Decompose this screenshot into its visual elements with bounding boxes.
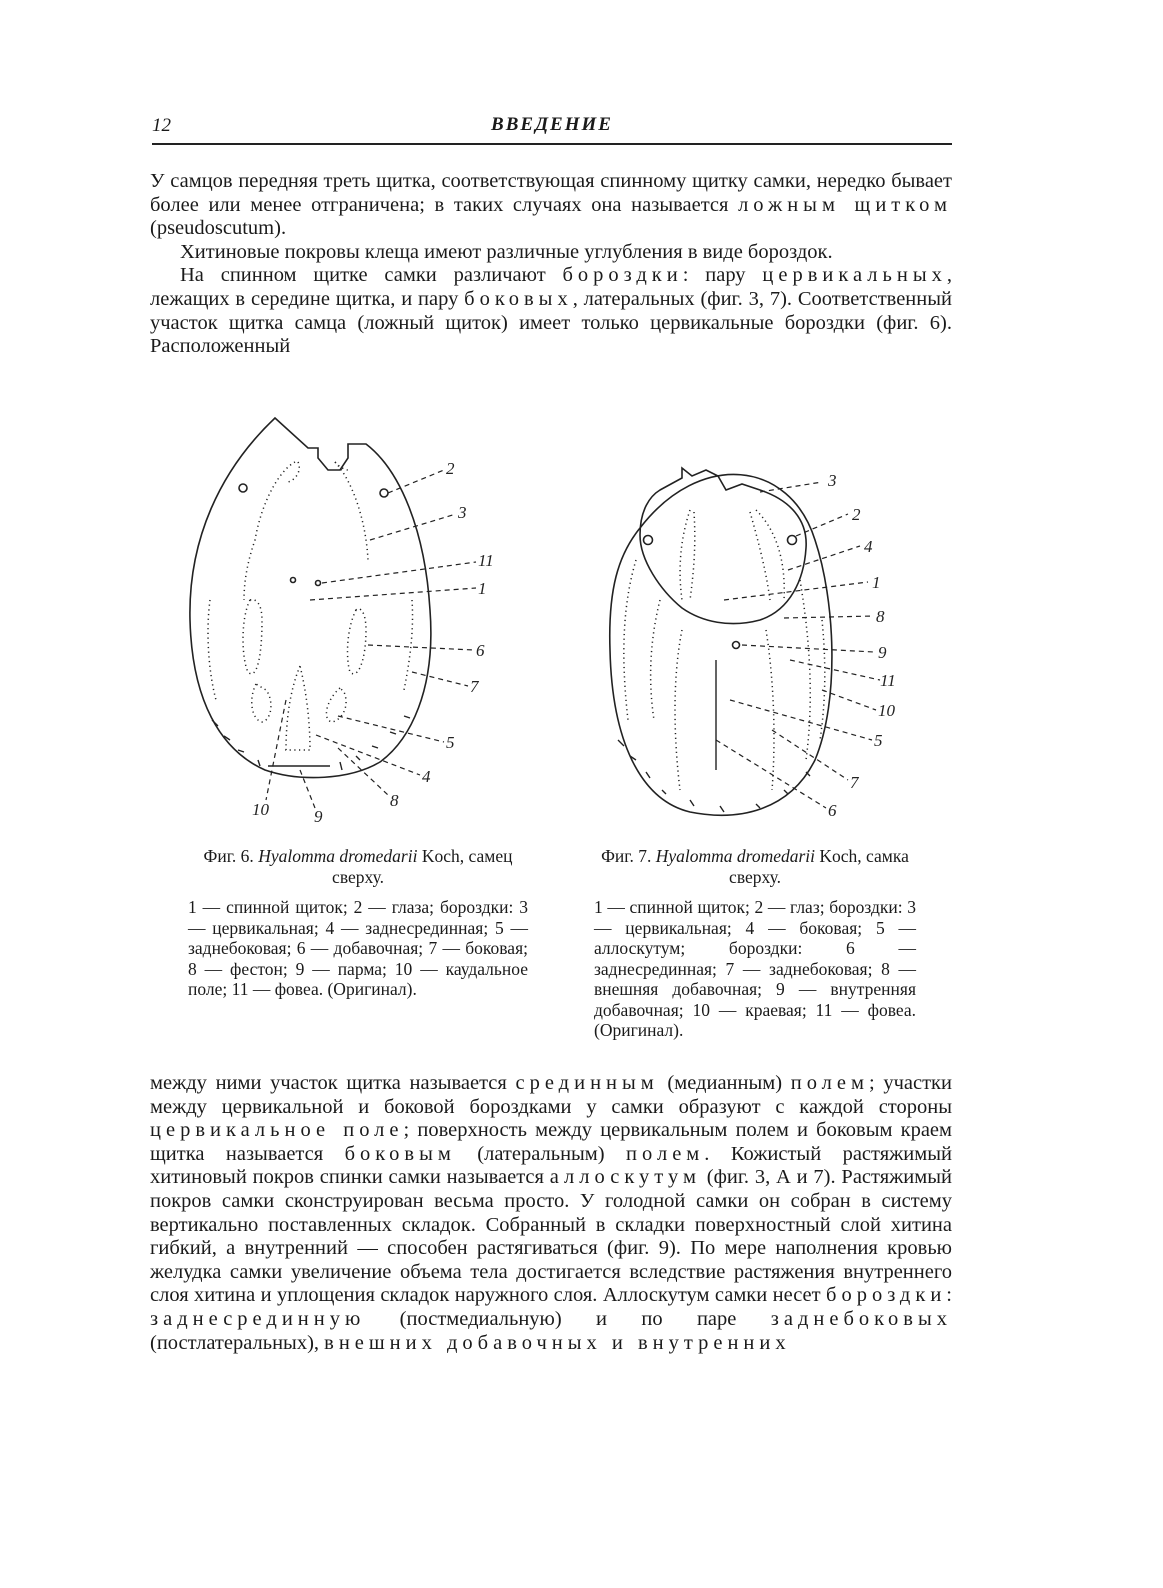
fig7-eye-left (644, 536, 653, 545)
fig6-body-outline (190, 418, 431, 778)
paragraph-1: У самцов передняя треть щитка, соответствующая спинному щитку самки, нередко бывает более или менее отграничена; в таких случаях она называется ложным щитком (pseudoscutum). (150, 170, 952, 240)
fig7-grooves (624, 510, 825, 790)
fig6-legend: 1 — спинной щиток; 2 — глаза; бороздки: 3 — цервикальная; 4 — заднесрединная; 5 — заднебоковая; 6 — добавочная; 7 — боковая; 8 — фестон; 9 — парма; 10 — каудальное поле; 11 — фовеа. (Оригинал). (188, 897, 528, 999)
fig7-body-outline (610, 474, 832, 815)
fig6-label: 1 (478, 579, 487, 598)
paragraph-2: Хитиновые покровы клеща имеют различные углубления в виде бороздок. (180, 240, 833, 263)
fig7-label: 9 (878, 643, 887, 662)
fig7-eye-right (788, 536, 797, 545)
fig6-eye-right (380, 489, 388, 497)
fig6-label: 7 (470, 677, 479, 696)
fig7-scutum-outline (640, 468, 806, 624)
fig6-grooves (208, 462, 413, 750)
fig7-label: 2 (852, 505, 861, 524)
fig7-label: 1 (872, 573, 881, 592)
fig7-label: 4 (864, 537, 873, 556)
figure-7-caption (594, 846, 916, 1041)
fig7-label: 3 (828, 471, 837, 490)
figure-7-drawing (610, 468, 896, 820)
term-false-scutum: ложным щитком (738, 193, 952, 216)
fig7-label: 11 (880, 671, 896, 690)
fig6-label: 8 (390, 791, 399, 810)
fig6-eye-left (239, 484, 247, 492)
fig6-fovea-right (316, 581, 321, 586)
fig6-labels (252, 459, 494, 826)
figure-6-drawing (190, 418, 494, 826)
fig6-label: 3 (458, 503, 467, 522)
bottom-text-block (150, 1072, 952, 1355)
fig7-legend: 1 — спинной щиток; 2 — глаз; бороздки: 3 — цервикальная; 4 — боковая; 5 — аллоскутум; бороздки: 6 — заднесрединная; 7 — заднебоковая; 8 — внешняя добавочная; 9 — внутренняя добавочная; 10 — краевая; 11 — фовеа. (Оригинал). (594, 897, 916, 1040)
fig7-fovea (733, 642, 740, 649)
fig7-label: 7 (850, 773, 859, 792)
fig6-fovea-left (291, 578, 296, 583)
paragraph-4: между ними участок щитка называется срединным (медианным) полем; участки между цервикальной и боковой бороздками у самки образуют с каждой стороны цервикальное поле; поверхность между цервикальным полем и боковым краем щитка называется боковым (латеральным) полем. Кожистый растяжимый хитиновый покров спинки самки называется аллоскутум (фиг. 3, А и 7). Растяжимый покров самки сконструирован весьма просто. У голодной самки он собран в систему вертикально поставленных складок. Собранный в складки поверхностный слой хитина гибкий, а внутренний — способен растягиваться (фиг. 9). По мере наполнения кровью желудка самки увеличение объема тела достигается вследствие растяжения внутреннего слоя хитина и уплощения складок наружного слоя. Аллоскутум самки несет бороздки: заднесрединную (постмедиальную) и по паре заднебоковых (постлатеральных), внешних добавочных и внутренних (150, 1072, 952, 1354)
fig7-leader-lines (716, 482, 880, 808)
figure-6-caption (188, 846, 528, 1000)
fig6-caption-title: Фиг. 6. Hyalomma dromedarii Koch, самец сверху. (203, 846, 513, 887)
fig6-leader-lines (266, 470, 476, 808)
fig7-label: 8 (876, 607, 885, 626)
fig6-label: 6 (476, 641, 485, 660)
running-title: ВВЕДЕНИЕ (491, 114, 613, 135)
fig6-label: 5 (446, 733, 455, 752)
fig7-caption-title: Фиг. 7. Hyalomma dromedarii Koch, самка сверху. (601, 846, 909, 887)
fig7-labels (827, 471, 896, 820)
fig7-label: 10 (878, 701, 895, 720)
fig7-label: 6 (828, 801, 837, 820)
fig6-label: 10 (252, 800, 269, 819)
paragraph-3: На спинном щитке самки различают бороздки: пару цервикальных, лежащих в середине щитка, и пару боковых, латеральных (фиг. 3, 7). Соответственный участок щитка самца (ложный щиток) имеет только цервикальные бороздки (фиг. 6). Расположенный (150, 264, 952, 358)
fig6-label: 2 (446, 459, 455, 478)
fig6-label: 11 (478, 551, 494, 570)
fig6-label: 9 (314, 807, 323, 826)
fig6-label: 4 (422, 767, 431, 786)
page-number: 12 (152, 115, 171, 136)
fig7-label: 5 (874, 731, 883, 750)
